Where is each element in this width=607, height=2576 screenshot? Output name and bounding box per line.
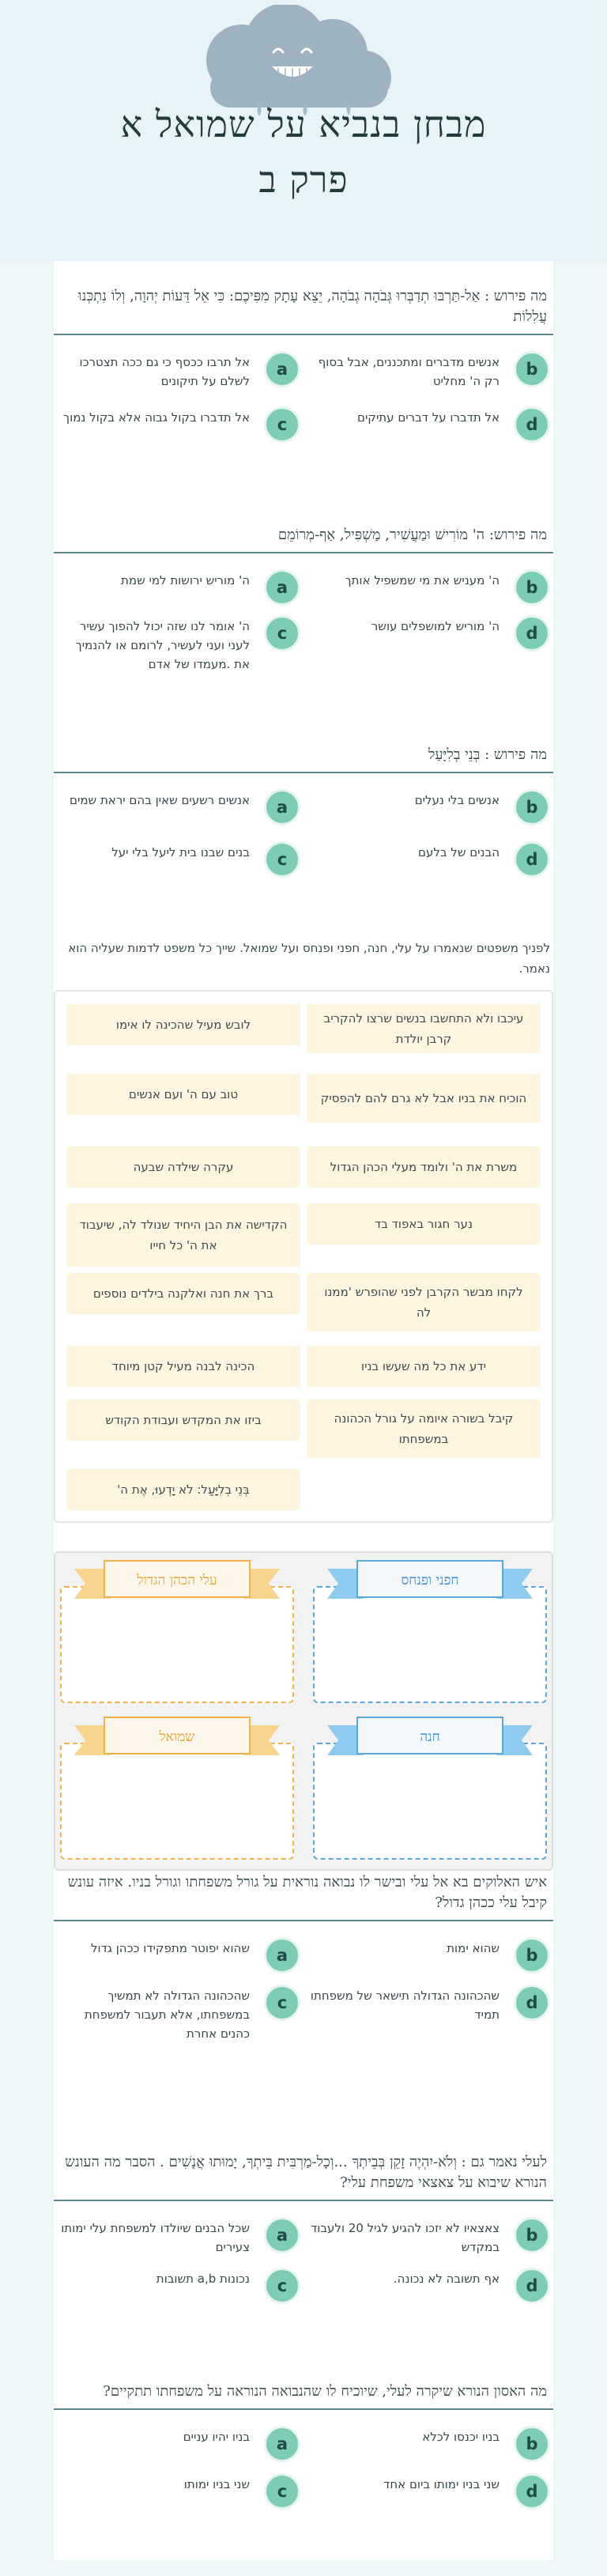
draggable-card[interactable]: טוב עם ה' ועם אנשים — [66, 1074, 300, 1115]
question-1 — [54, 286, 553, 443]
option-text: אף תשובה לא נכונה. — [393, 2272, 500, 2286]
option-text: אנשים בלי נעלים — [414, 793, 500, 807]
option-a[interactable] — [57, 2426, 300, 2462]
option-letter-badge: c — [264, 2268, 300, 2304]
option-text: בנים שבנו בית ליעל בלי יעל — [111, 845, 250, 859]
option-text: אל תדברו על דברים עתיקים — [357, 410, 500, 425]
option-letter-badge: d — [514, 406, 550, 443]
option-d[interactable] — [307, 2268, 550, 2304]
option-c[interactable] — [57, 406, 300, 443]
option-d[interactable] — [307, 406, 550, 443]
question-4 — [54, 1872, 553, 2043]
option-letter-badge: b — [514, 2217, 550, 2253]
bin-ribbon — [74, 1558, 280, 1603]
option-text: צאצאיו לא יזכו להגיע לגיל 20 ולעבוד במקדש — [311, 2221, 500, 2254]
option-letter-badge: a — [264, 569, 300, 606]
drop-zone-hofni-pinchas[interactable] — [313, 1586, 547, 1703]
option-a[interactable] — [57, 351, 300, 391]
draggable-card[interactable]: הוכיח את בניו אבל לא גרם להם להפסיק — [307, 1074, 541, 1123]
bin-label: שמואל — [159, 1729, 195, 1745]
bin-label: עלי הכהן הגדול — [137, 1573, 217, 1588]
bin-ribbon — [327, 1714, 533, 1760]
header-banner — [0, 0, 607, 261]
option-text: ה' מוריש ירושות למי שמת — [121, 573, 250, 587]
bin-label: חנה — [420, 1729, 440, 1745]
option-letter-badge: a — [264, 2217, 300, 2253]
drop-zone-eli[interactable] — [60, 1586, 294, 1703]
drop-zone-samuel[interactable] — [60, 1743, 294, 1860]
option-b[interactable] — [307, 789, 550, 825]
sorting-bins-area — [54, 1551, 553, 1871]
question-5 — [54, 2152, 553, 2304]
option-d[interactable] — [307, 1985, 550, 2043]
option-letter-badge: b — [514, 2426, 550, 2462]
option-text: נכונות a,b תשובות — [156, 2272, 250, 2286]
question-3 — [54, 745, 553, 878]
question-2 — [54, 525, 553, 674]
answer-options — [54, 773, 553, 878]
option-letter-badge: a — [264, 2426, 300, 2462]
option-text: אנשים מדברים ומתכננים, אבל בסוף רק ה' מחליט — [318, 355, 500, 388]
answer-options — [54, 553, 553, 674]
option-a[interactable] — [57, 1937, 300, 1974]
option-letter-badge: c — [264, 406, 300, 443]
bin-ribbon — [74, 1714, 280, 1760]
option-text: ה' אומר לנו שזה יכול להפוך עשיר לעני ועני לעשיר, לרומם או להנמיך את .מעמדו של אדם — [75, 619, 250, 671]
option-text: שהכהונה הגדולה לא תמשיך במשפחתו, אלא תעבור למשפחת כהנים אחרת — [84, 1989, 250, 2041]
bin-label: חפני ופנחס — [401, 1573, 459, 1588]
matching-cards-area — [54, 990, 553, 1523]
draggable-card[interactable]: הקדישה את הבן היחיד שנולד לה, שיעבוד את ה' כל חייו — [66, 1203, 300, 1267]
draggable-card[interactable]: ברך את חנה ואלקנה בילדים נוספים — [66, 1273, 300, 1314]
option-c[interactable] — [57, 841, 300, 878]
option-text: שהוא ימות — [447, 1941, 500, 1955]
option-letter-badge: c — [264, 841, 300, 878]
option-letter-badge: b — [514, 789, 550, 825]
option-letter-badge: c — [264, 2473, 300, 2510]
option-a[interactable] — [57, 569, 300, 606]
question-6 — [54, 2381, 553, 2510]
option-letter-badge: d — [514, 615, 550, 652]
option-letter-badge: c — [264, 1985, 300, 2021]
option-c[interactable] — [57, 615, 300, 674]
option-b[interactable] — [307, 569, 550, 606]
option-text: הבנים של בלעם — [417, 845, 500, 859]
draggable-card[interactable]: משרת את ה' ולומד מעלי הכהן הגדול — [307, 1146, 541, 1188]
option-letter-badge: a — [264, 1937, 300, 1974]
option-d[interactable] — [307, 2473, 550, 2510]
option-c[interactable] — [57, 2268, 300, 2304]
title-line-1: מבחן בנביא על שמואל א — [120, 103, 487, 145]
draggable-card[interactable]: לקחו מבשר הקרבן לפני שהופרש 'ממנו לה — [307, 1273, 541, 1331]
option-text: שהוא יפוטר מתפקידו ככהן גדול — [90, 1941, 250, 1955]
option-d[interactable] — [307, 615, 550, 674]
option-text: שני בניו ימותו ביום אחד — [383, 2477, 500, 2491]
option-b[interactable] — [307, 1937, 550, 1974]
option-b[interactable] — [307, 351, 550, 391]
question-text: מה פירוש: ה' מוֹרִישׁ וּמַעֲשִׁיר, מַשְׁפִּיל, אַף-מְרוֹמֵם — [277, 527, 547, 543]
option-letter-badge: a — [264, 789, 300, 825]
option-text: ה' מוריש למושפלים עושר — [371, 619, 500, 633]
draggable-card[interactable]: עיכבו ולא התחשבו בנשים שרצו להקריב קרבן יולדת — [307, 1004, 541, 1053]
question-text: מה פירוש : בְּנֵי בְלִיָּעַל — [428, 746, 547, 763]
question-text: לעלי נאמר גם : וְלֹא-יִהְיֶה זָקֵן בְּבֵיתְךָ ...וְכָל-מַרְבִּית בֵּיתְךָ, יָמוּתוּ אֲנָשִׁים . הסבר מה העונש הנורא שיבוא על צאצאי משפחת עלי? — [65, 2154, 547, 2191]
option-c[interactable] — [57, 1985, 300, 2043]
draggable-card[interactable]: הכינה לבנה מעיל קטן מיוחד — [66, 1346, 300, 1387]
option-d[interactable] — [307, 841, 550, 878]
option-text: שהכהונה הגדולה תישאר של משפחתו תמיד — [310, 1989, 500, 2022]
option-text: אל תרבו ככסף כי גם ככה תצטרכו לשלם על תיקונים — [79, 355, 250, 388]
answer-options — [54, 1921, 553, 2043]
drop-zone-hannah[interactable] — [313, 1743, 547, 1860]
option-letter-badge: d — [514, 2268, 550, 2304]
option-text: ה' מעניש את מי שמשפיל אותך — [345, 573, 500, 587]
question-text: מה פירוש : אַל-תַּרְבּוּ תְדַבְּרוּ גְּבֹהָה גְבֹהָה, יֵצֵא עָתָק מִפִּיכֶם: כִּי אֵל דֵּעוֹת יְהוָה, וְלוֹ נִתְכְּנוּ עֲלִלוֹת — [77, 288, 547, 325]
option-letter-badge: b — [514, 569, 550, 606]
option-text: אל תדברו בקול גבוה אלא בקול נמוך — [63, 410, 250, 425]
draggable-card[interactable]: ידע את כל מה שעשו בניו — [307, 1346, 541, 1387]
question-text: איש האלוקים בא אל עלי ובישר לו נבואה נוראית על גורל משפחתו וגורל בניו. איזה עונש קיבל עלי ככהן גדול? — [67, 1874, 547, 1911]
option-a[interactable] — [57, 789, 300, 825]
draggable-card[interactable]: בְּנֵי בְלִיָּעַל: לֹא יָדְעוּ, אֶת ה' — [66, 1469, 300, 1510]
title-line-2: פרק ב — [258, 158, 349, 201]
option-letter-badge: c — [264, 615, 300, 652]
answer-options — [54, 335, 553, 443]
option-letter-badge: b — [514, 351, 550, 387]
draggable-card[interactable]: קיבל בשורה איומה על גורל הכהונה במשפחתו — [307, 1399, 541, 1458]
option-text: שני בניו ימותו — [183, 2477, 250, 2491]
option-letter-badge: d — [514, 2473, 550, 2510]
option-letter-badge: a — [264, 351, 300, 387]
question-text: מה האסון הנורא שיקרה לעלי, שיוכיח לו שהנבואה הנוראה על משפחתו תתקיים? — [103, 2383, 547, 2400]
matching-instructions: לפניך משפטים שנאמרו על עלי, חנה, חפני ופנחס ועל שמואל. שייך כל משפט לדמות שעליה הוא נאמר. — [68, 941, 550, 976]
draggable-card[interactable]: עקרה שילדה שבעה — [66, 1146, 300, 1188]
option-text: בניו יכנסו לכלא — [422, 2430, 500, 2444]
option-b[interactable] — [307, 2426, 550, 2462]
option-letter-badge: b — [514, 1937, 550, 1974]
bin-ribbon — [327, 1558, 533, 1603]
page-title — [0, 96, 607, 207]
draggable-card[interactable]: ביזו את המקדש ועבודת הקודש — [66, 1399, 300, 1441]
option-b[interactable] — [307, 2217, 550, 2257]
option-text: בניו יהיו עניים — [183, 2430, 250, 2444]
option-text: שכל הבנים שיולדו למשפחת עלי ימותו צעירים — [61, 2221, 250, 2254]
answer-options — [54, 2410, 553, 2510]
draggable-card[interactable]: נער חגור באפוד בד — [307, 1203, 541, 1245]
option-text: אנשים רשעים שאין בהם יראת שמים — [70, 793, 250, 807]
option-letter-badge: d — [514, 1985, 550, 2021]
draggable-card[interactable]: לובש מעיל שהכינה לו אימו — [66, 1004, 300, 1045]
answer-options — [54, 2201, 553, 2304]
option-a[interactable] — [57, 2217, 300, 2257]
option-c[interactable] — [57, 2473, 300, 2510]
option-letter-badge: d — [514, 841, 550, 878]
